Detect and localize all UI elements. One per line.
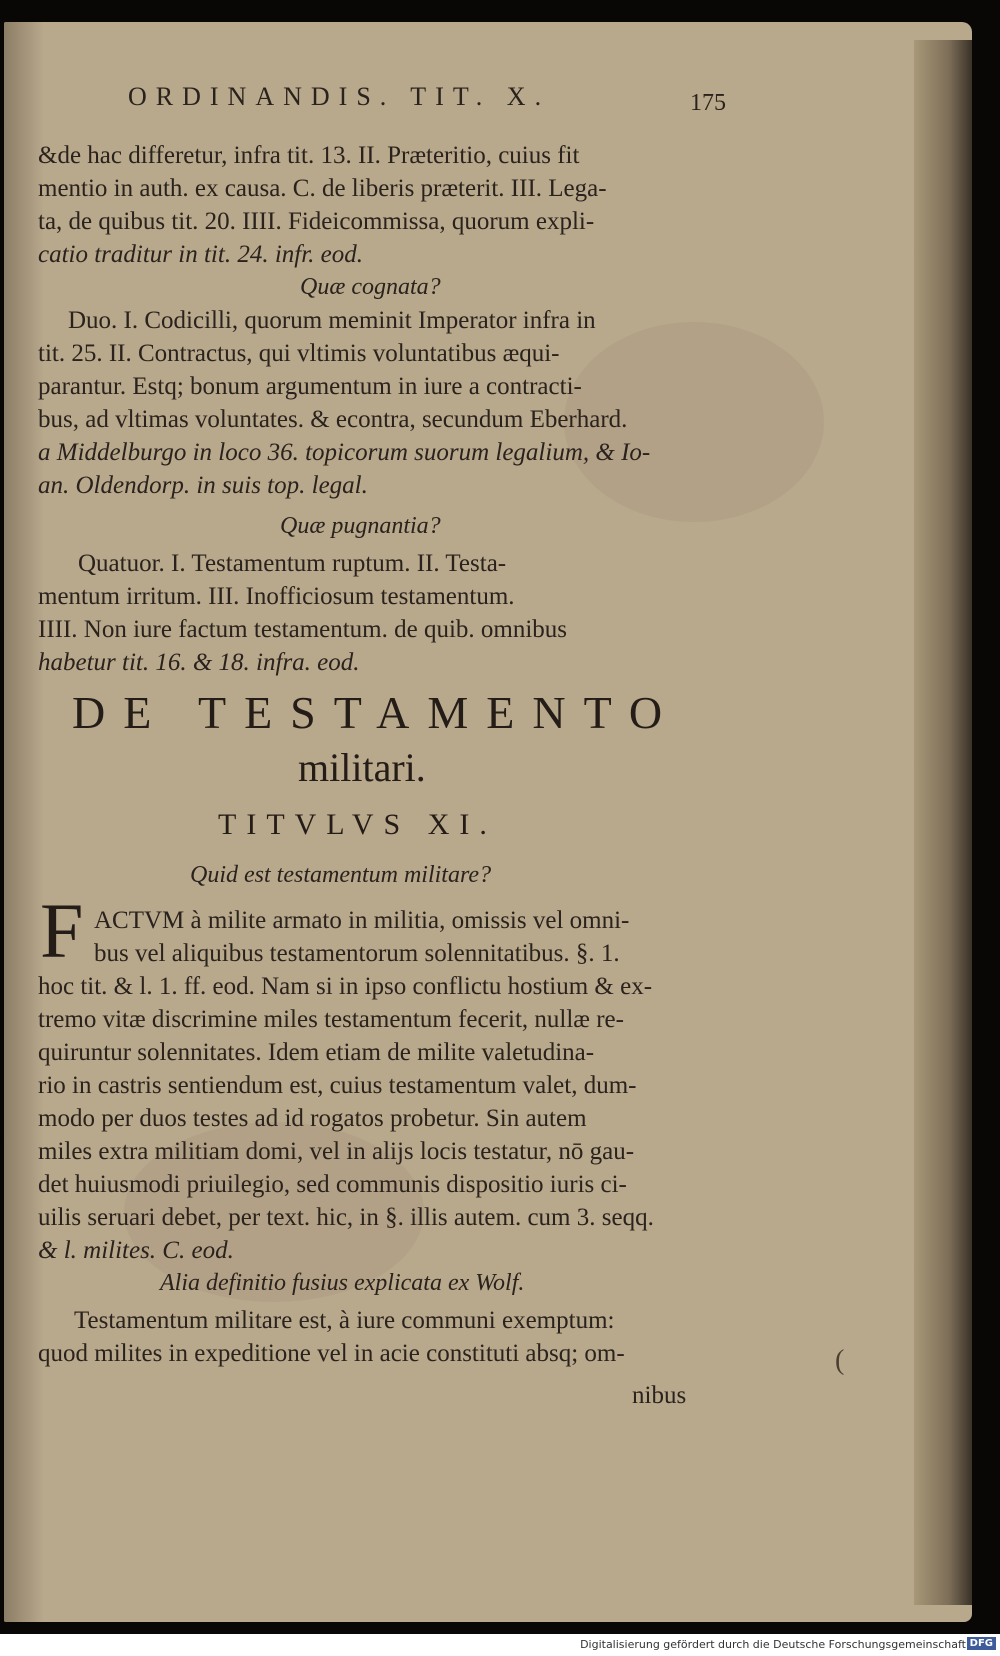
text-line: bus, ad vltimas voluntates. & econtra, secundum Eberhard.	[38, 406, 628, 433]
page-edge-shadow	[914, 40, 972, 1605]
text-line: uilis seruari debet, per text. hic, in §. illis autem. cum 3. seqq.	[38, 1204, 654, 1231]
text-line: rio in castris sentiendum est, cuius testamentum valet, dum-	[38, 1072, 637, 1099]
text-line: miles extra militiam domi, vel in alijs locis testatur, nō gau-	[38, 1138, 635, 1165]
margin-mark: (	[835, 1345, 845, 1376]
text-line: modo per duos testes ad id rogatos probetur. Sin autem	[38, 1105, 587, 1132]
question-heading: Alia definitio fusius explicata ex Wolf.	[160, 1270, 525, 1296]
text-line: ACTVM à milite armato in militia, omissis vel omni-	[94, 907, 630, 934]
funding-credit: Digitalisierung gefördert durch die Deutsche Forschungsgemeinschaft	[580, 1638, 966, 1651]
text-line: IIII. Non iure factum testamentum. de quib. omnibus	[38, 616, 568, 643]
text-line: parantur. Estq; bonum argumentum in iure a contracti-	[38, 373, 582, 400]
page-number: 175	[690, 90, 726, 116]
text-line: quod milites in expeditione vel in acie constituti absq; om-	[38, 1340, 625, 1367]
text-line: bus vel aliquibus testamentorum solennitatibus. §. 1.	[94, 940, 620, 967]
text-line: catio traditur in tit. 24. infr. eod.	[38, 241, 364, 268]
text-line: mentum irritum. III. Inofficiosum testamentum.	[38, 583, 515, 610]
text-line: ta, de quibus tit. 20. IIII. Fideicommissa, quorum expli-	[38, 208, 595, 235]
text-line: quiruntur solennitates. Idem etiam de milite valetudina-	[38, 1039, 595, 1066]
text-line: habetur tit. 16. & 18. infra. eod.	[38, 649, 360, 676]
question-heading: Quid est testamentum militare?	[190, 862, 492, 888]
running-head: ORDINANDIS. TIT. X.	[128, 82, 551, 111]
text-line: tremo vitæ discrimine miles testamentum fecerit, nullæ re-	[38, 1006, 624, 1033]
catchword: nibus	[632, 1382, 687, 1409]
question-heading: Quæ pugnantia?	[280, 513, 441, 539]
text-line: & l. milites. C. eod.	[38, 1237, 234, 1264]
text-line: det huiusmodi priuilegio, sed communis dispositio iuris ci-	[38, 1171, 627, 1198]
text-line: Quatuor. I. Testamentum ruptum. II. Testa-	[78, 550, 507, 577]
question-heading: Quæ cognata?	[300, 274, 441, 300]
dfg-logo: DFG	[967, 1637, 996, 1650]
titulus-heading: TITVLVS XI.	[218, 808, 497, 841]
section-subtitle: militari.	[298, 745, 426, 790]
text-line: mentio in auth. ex causa. C. de liberis præterit. III. Lega-	[38, 175, 607, 202]
text-line: Duo. I. Codicilli, quorum meminit Imperator infra in	[68, 307, 596, 334]
text-line: hoc tit. & l. 1. ff. eod. Nam si in ipso conflictu hostium & ex-	[38, 973, 653, 1000]
text-line: a Middelburgo in loco 36. topicorum suorum legalium, & Io-	[38, 439, 651, 466]
section-title: DE TESTAMENTO	[72, 687, 681, 738]
drop-cap: F	[40, 887, 84, 974]
text-line: Testamentum militare est, à iure communi exemptum:	[74, 1307, 615, 1334]
text-line: an. Oldendorp. in suis top. legal.	[38, 472, 368, 499]
text-line: tit. 25. II. Contractus, qui vltimis voluntatibus æqui-	[38, 340, 560, 367]
text-line: &de hac differetur, infra tit. 13. II. Præteritio, cuius fit	[38, 142, 580, 169]
